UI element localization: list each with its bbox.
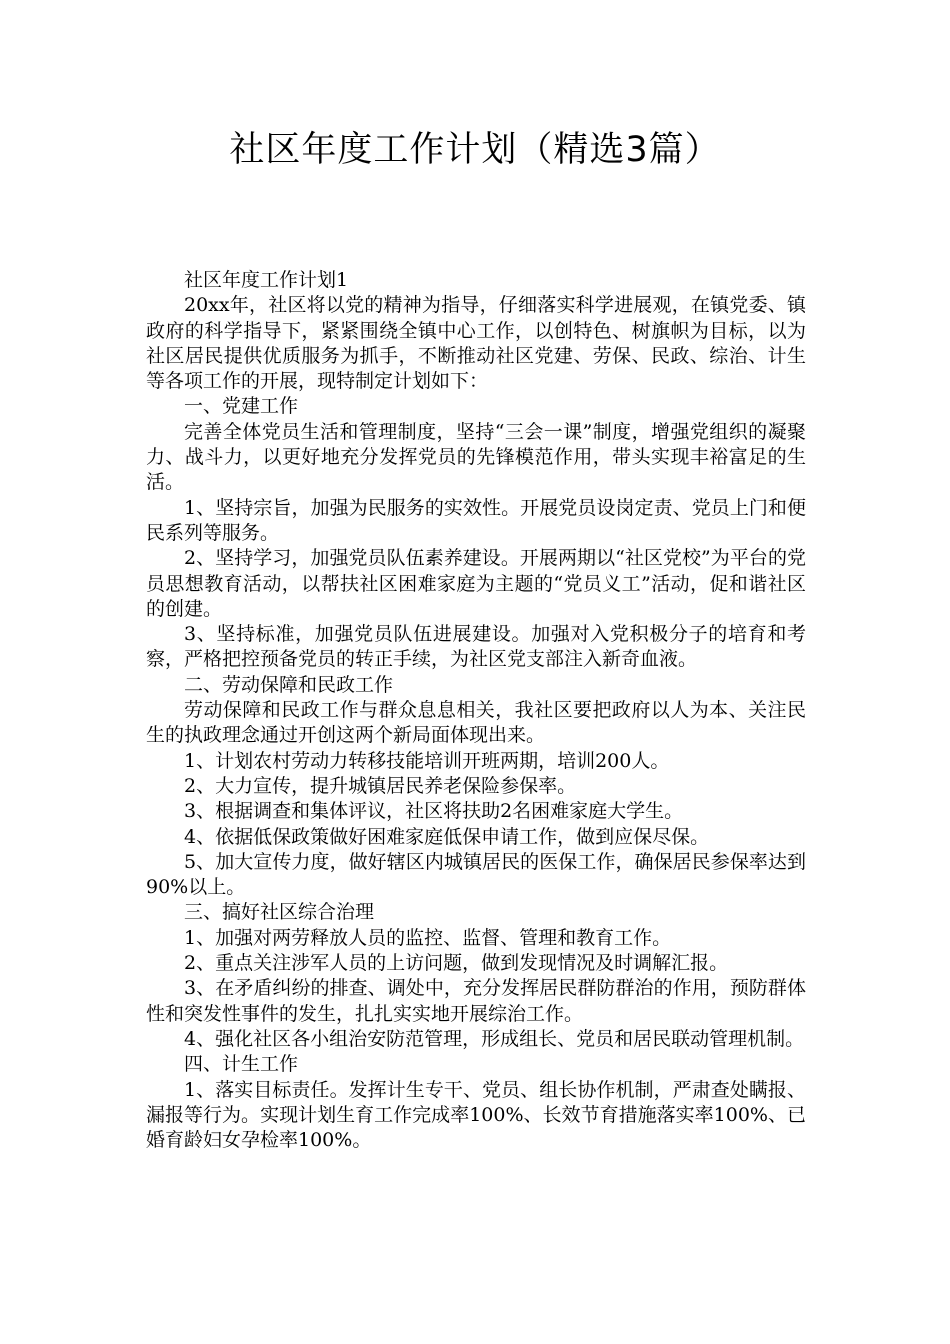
section-heading: 三、搞好社区综合治理	[184, 901, 375, 924]
paragraph: 1、计划农村劳动力转移技能培训开班两期，培训200人。	[184, 749, 670, 772]
paragraph: 20xx年，社区将以党的精神为指导，仔细落实科学进展观，在镇党委、镇政府的科学指导下，紧紧围绕全镇中心工作，以创特色、树旗帜为目标，以为社区居民提供优质服务为抓手，不断推动社区党建、劳保、民政、综治、计生等各项工作的开展，现特制定计划如下：	[146, 294, 806, 393]
paragraph: 劳动保障和民政工作与群众息息相关，我社区要把政府以人为本、关注民生的执政理念通过开创这两个新局面体现出来。	[146, 699, 806, 747]
section-heading: 四、计生工作	[184, 1053, 299, 1076]
section-heading: 一、党建工作	[184, 395, 299, 418]
paragraph: 完善全体党员生活和管理制度，坚持“三会一课”制度，增强党组织的凝聚力、战斗力，以更好地充分发挥党员的先锋模范作用，带头实现丰裕富足的生活。	[146, 420, 806, 494]
paragraph: 3、坚持标准，加强党员队伍进展建设。加强对入党积极分子的培育和考察，严格把控预备党员的转正手续，为社区党支部注入新奇血液。	[146, 623, 806, 671]
paragraph: 1、加强对两劳释放人员的监控、监督、管理和教育工作。	[184, 926, 672, 949]
section-heading: 社区年度工作计划1	[184, 269, 349, 291]
document-title: 社区年度工作计划（精选3篇）	[229, 130, 721, 170]
paragraph: 2、大力宣传，提升城镇居民养老保险参保率。	[184, 774, 577, 797]
paragraph: 3、根据调查和集体评议，社区将扶助2名困难家庭大学生。	[184, 800, 684, 823]
paragraph: 1、坚持宗旨，加强为民服务的实效性。开展党员设岗定责、党员上门和便民系列等服务。	[146, 496, 806, 544]
paragraph: 2、坚持学习，加强党员队伍素养建设。开展两期以“社区党校”为平台的党员思想教育活动，以帮扶社区困难家庭为主题的“党员义工”活动，促和谐社区的创建。	[146, 547, 806, 620]
section-heading: 二、劳动保障和民政工作	[184, 673, 394, 696]
paragraph: 5、加大宣传力度，做好辖区内城镇居民的医保工作，确保居民参保率达到90%以上。	[146, 850, 806, 899]
paragraph: 4、强化社区各小组治安防范管理，形成组长、党员和居民联动管理机制。	[184, 1027, 805, 1050]
document-body	[146, 268, 806, 1153]
paragraph: 1、落实目标责任。发挥计生专干、党员、组长协作机制，严肃查处瞒报、漏报等行为。实现计划生育工作完成率100%、长效节育措施落实率100%、已婚育龄妇女孕检率100%。	[146, 1078, 806, 1152]
paragraph: 2、重点关注涉军人员的上访问题，做到发现情况及时调解汇报。	[184, 952, 729, 975]
paragraph: 3、在矛盾纠纷的排查、调处中，充分发挥居民群防群治的作用，预防群体性和突发性事件的发生，扎扎实实地开展综治工作。	[146, 977, 806, 1025]
paragraph: 4、依据低保政策做好困难家庭低保申请工作，做到应保尽保。	[184, 825, 710, 848]
